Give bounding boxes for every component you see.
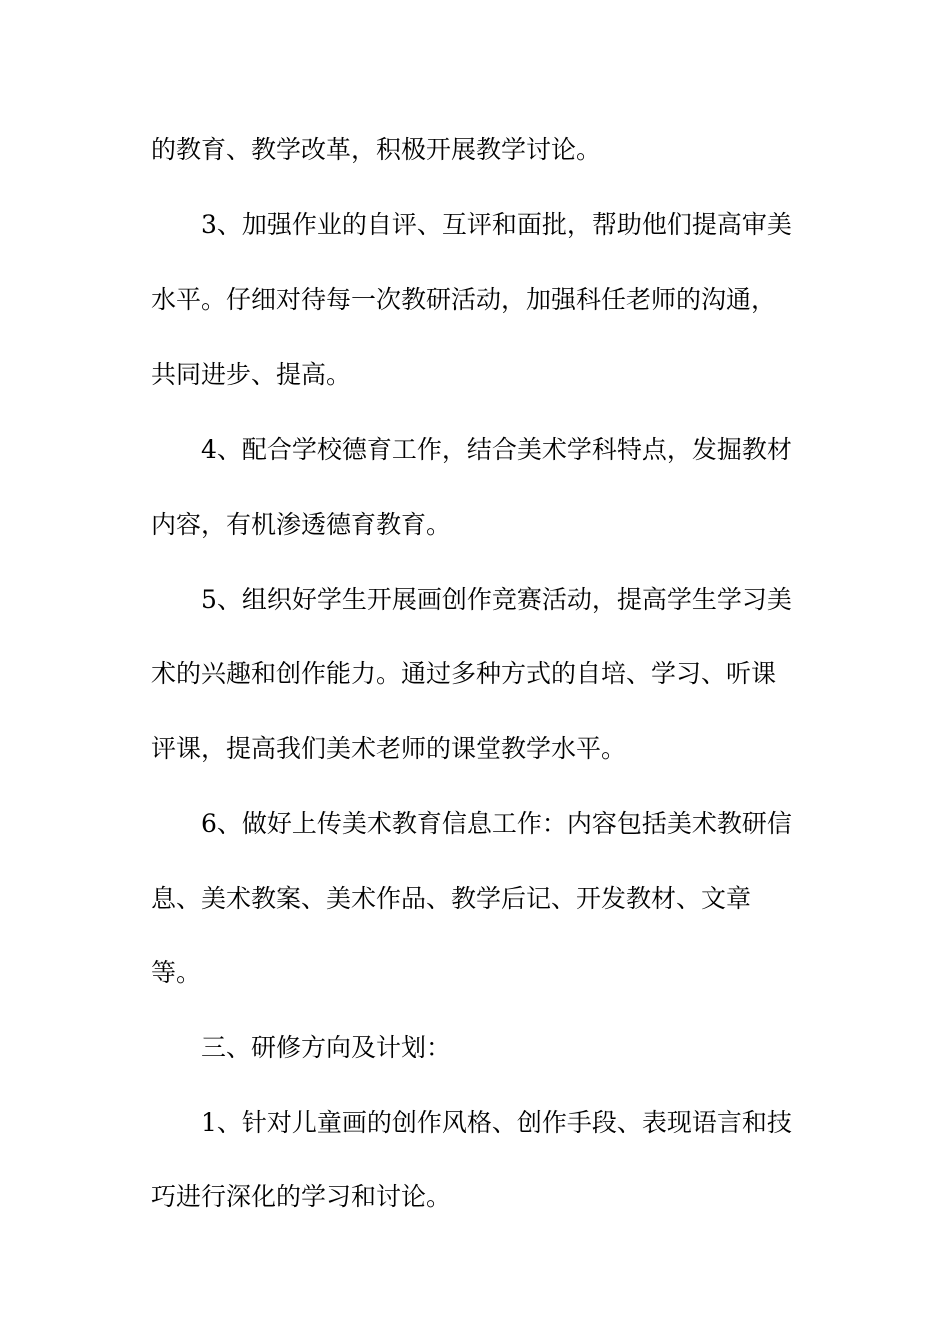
text-line-7: 5、组织好学生开展画创作竞赛活动，提高学生学习美 [201, 585, 792, 614]
text-line-14: 1、针对儿童画的创作风格、创作手段、表现语言和技 [201, 1108, 792, 1137]
text-line-6: 内容，有机渗透德育教育。 [151, 510, 452, 539]
text-line-15: 巧进行深化的学习和讨论。 [151, 1182, 452, 1211]
section-heading: 三、研修方向及计划： [201, 1033, 452, 1062]
text-line-9: 评课，提高我们美术老师的课堂教学水平。 [151, 734, 627, 763]
text-line-10: 6、做好上传美术教育信息工作：内容包括美术教研信 [201, 809, 792, 838]
text-line-8: 术的兴趣和创作能力。通过多种方式的自培、学习、听课 [151, 659, 777, 688]
text-line-5: 4、配合学校德育工作，结合美术学科特点，发掘教材 [201, 435, 792, 464]
text-line-11: 息、美术教案、美术作品、教学后记、开发教材、文章 [151, 884, 752, 913]
text-line-2: 3、加强作业的自评、互评和面批，帮助他们提高审美 [201, 210, 792, 239]
text-line-1: 的教育、教学改革，积极开展教学讨论。 [151, 135, 602, 164]
text-line-12: 等。 [151, 958, 202, 987]
text-line-3: 水平。仔细对待每一次教研活动，加强科任老师的沟通， [151, 285, 777, 314]
text-line-4: 共同进步、提高。 [151, 360, 352, 389]
